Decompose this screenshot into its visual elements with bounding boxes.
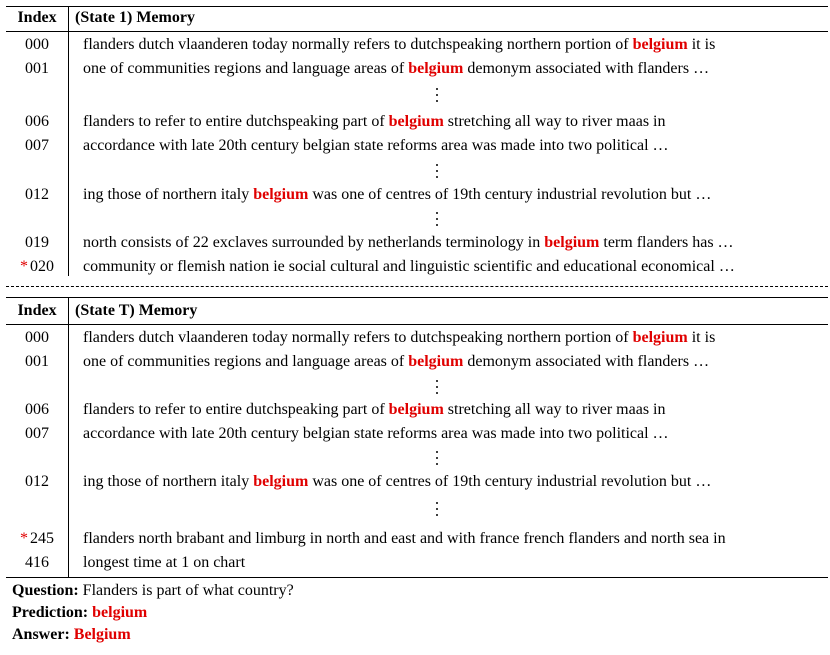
row-memory-text: accordance with late 20th century belgian state reforms area was made into two political … [83,425,669,442]
table1-row [6,134,828,158]
table1-row [6,110,828,134]
table1-row [6,33,828,57]
vertical-ellipsis [434,88,440,106]
row-memory-text: longest time at 1 on chart [83,554,246,571]
row-memory-text: north consists of 22 exclaves surrounded by netherlands terminology in belgium term flanders has … [83,234,734,251]
row-index: 007 [25,137,49,154]
highlight-term: belgium [632,329,688,346]
row-index: 006 [25,113,49,130]
table2-row [6,398,828,422]
table2-row [6,350,828,374]
row-index: 006 [25,401,49,418]
table2-row [6,551,828,575]
highlight-term: belgium [408,60,464,77]
table2-index-header: Index [17,302,57,319]
row-memory-text: flanders north brabant and limburg in north and east and with france french flanders and north sea in [83,530,726,547]
table1-header-rule [6,31,828,32]
table2-bottom-rule [6,577,828,578]
row-memory-text: community or flemish nation ie social cultural and linguistic scientific and educational economical … [83,258,735,275]
highlight-term: belgium [388,401,444,418]
row-memory-text: flanders to refer to entire dutchspeaking part of belgium stretching all way to river maas in [83,401,666,418]
row-index: 007 [25,425,49,442]
row-index: 012 [25,186,49,203]
table1-memory-header: (State 1) Memory [75,9,195,26]
vertical-ellipsis [434,451,440,469]
prediction-label: Prediction: [12,604,89,621]
table1-row [6,57,828,81]
vertical-ellipsis [434,164,440,182]
row-memory-text: flanders dutch vlaanderen today normally refers to dutchspeaking northern portion of belgium it is [83,36,716,53]
section-divider [6,286,828,287]
question-line [12,580,294,602]
row-index: 000 [25,36,49,53]
row-index: * 020 [20,258,54,275]
prediction-text: belgium [88,604,148,621]
row-memory-text: one of communities regions and language areas of belgium demonym associated with flanders … [83,353,710,370]
row-memory-text: flanders dutch vlaanderen today normally refers to dutchspeaking northern portion of belgium it is [83,329,716,346]
table1-row [6,255,828,279]
row-index: 001 [25,353,49,370]
star-marker: * [20,258,28,275]
table2-row [6,422,828,446]
table2-memory-header: (State T) Memory [75,302,198,319]
answer-text: Belgium [69,626,131,643]
question-label: Question: [12,582,79,599]
row-index: 012 [25,473,49,490]
table2-header-rule [6,324,828,325]
table2-row [6,326,828,350]
answer-label: Answer: [12,626,70,643]
row-memory-text: accordance with late 20th century belgian state reforms area was made into two political … [83,137,669,154]
row-memory-text: ing those of northern italy belgium was one of centres of 19th century industrial revolution but … [83,186,712,203]
table1-index-header: Index [17,9,57,26]
row-index: 000 [25,329,49,346]
answer-line [12,624,131,646]
prediction-line [12,602,147,624]
table1-row [6,231,828,255]
table1-row [6,183,828,207]
row-memory-text: ing those of northern italy belgium was one of centres of 19th century industrial revolution but … [83,473,712,490]
table2-top-rule [6,297,828,298]
star-marker: * [20,530,28,547]
vertical-ellipsis [434,502,440,520]
row-index: * 245 [20,530,54,547]
row-memory-text: flanders to refer to entire dutchspeaking part of belgium stretching all way to river maas in [83,113,666,130]
row-index: 019 [25,234,49,251]
highlight-term: belgium [253,473,309,490]
highlight-term: belgium [544,234,600,251]
highlight-term: belgium [408,353,464,370]
table2-row [6,527,828,551]
highlight-term: belgium [388,113,444,130]
highlight-term: belgium [632,36,688,53]
row-index: 001 [25,60,49,77]
row-index: 416 [25,554,49,571]
table2-row [6,470,828,494]
highlight-term: belgium [253,186,309,203]
vertical-ellipsis [434,380,440,398]
question-text: Flanders is part of what country? [78,582,294,599]
vertical-ellipsis [434,212,440,230]
row-memory-text: one of communities regions and language areas of belgium demonym associated with flanders … [83,60,710,77]
